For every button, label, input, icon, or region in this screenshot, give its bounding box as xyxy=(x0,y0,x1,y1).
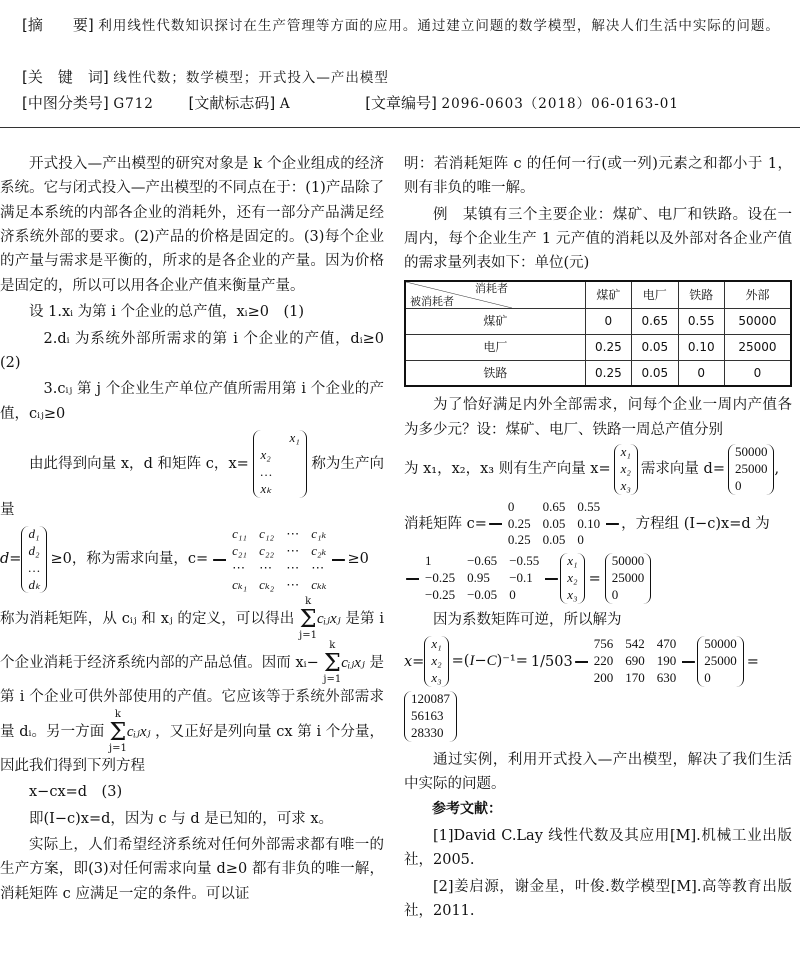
inverse-matrix: 756 542 470 220 690 190 200 170 630 xyxy=(575,636,696,687)
invertible-sentence: 因为系数矩阵可逆，所以解为 xyxy=(433,612,622,629)
row-name: 煤矿 xyxy=(405,308,585,334)
conclusion-paragraph: 通过实例，利用开式投入—产出模型，解决了我们生活中实际的问题。 xyxy=(404,751,792,793)
sum-operator: k Σ j=1 xyxy=(323,640,342,686)
clc-value: G712 xyxy=(113,96,154,112)
reference-item: [1]David C.Lay 线性代数及其应用[M].机械工业出版社，2005. xyxy=(404,827,792,869)
solution-result xyxy=(404,691,792,742)
header-divider xyxy=(0,127,800,128)
vector-x-intro: 由此得到向量 x，d 和矩阵 c，x= xyxy=(29,455,249,472)
solution-x-vector: x₁ x₂ x₃ xyxy=(424,636,448,687)
demand-vector-rhs: 50000 25000 0 xyxy=(605,553,652,604)
left-column xyxy=(0,152,399,908)
inverse-factor: 1/503 xyxy=(530,653,573,670)
solution-expression: x= x₁ x₂ x₃ =(I−C)⁻¹= 1/503 756 542 470 220 690 190 200 170 630 50000 25000 0 = xyxy=(404,636,759,686)
doc-code-value: A xyxy=(279,96,291,112)
consumption-text-c: 是第 i 个企业可供外部使用的产值。它应该等于系统外部需求量 dᵢ。另一方面 xyxy=(0,655,385,740)
vector-x-caption: 称为生产向量 xyxy=(0,455,385,518)
production-vector-intro: 为 x₁，x₂，x₃ 则有生产向量 x= xyxy=(404,461,611,478)
matrix-c-general: c₁₁ c₁₂ ⋯ c₁ₖ c₂₁ c₂₂ ⋯ c₂ₖ ⋯ ⋯ ⋯ ⋯ cₖ₁ cₖ₂ ⋯ cₖₖ xyxy=(213,526,345,594)
vector-x: x₁ x₂ … xₖ xyxy=(253,430,306,498)
doc-code-label: [文献标志码] xyxy=(188,94,276,112)
table-header: 电厂 xyxy=(632,281,678,309)
row-name: 铁路 xyxy=(405,360,585,386)
equation-system: 1 −0.65 −0.55 −0.25 0.95 −0.1 −0.25 −0.05 0 x₁ x₂ x₃ = 50000 25000 0 xyxy=(404,553,792,604)
table-cell: 0.55 xyxy=(678,308,724,334)
article-number-value: 2096-0603（2018）06-0163-01 xyxy=(441,96,679,112)
production-demand-line: 为 x₁，x₂，x₃ 则有生产向量 x= x₁ x₂ x₃ 需求向量 d= 50000 25000 0 , xyxy=(404,444,780,493)
right-column xyxy=(404,152,792,925)
sum-operator: k Σ j=1 xyxy=(108,708,127,754)
references-title: 参考文献： xyxy=(432,801,502,818)
abstract-label: [摘 要] xyxy=(22,16,94,34)
table-header: 煤矿 xyxy=(585,281,631,309)
corner-top-label: 消耗者 xyxy=(475,281,508,295)
consumption-table xyxy=(404,280,792,388)
demand-vector: 50000 25000 0 xyxy=(728,444,775,495)
table-cell: 0.10 xyxy=(678,334,724,360)
clc-label: [中图分类号] xyxy=(22,94,109,112)
equation-system-intro: ，方程组 (I−c)x=d 为 xyxy=(621,515,770,532)
right-paragraph-1: 明：若消耗矩阵 c 的任何一行(或一列)元素之和都小于 1，则有非负的唯一解。 xyxy=(404,156,792,197)
left-paragraph-3: 2.dᵢ 为系统外部所需求的第 i 个企业的产值，dᵢ≥0 (2) xyxy=(0,330,399,371)
left-paragraph-2: 设 1.xᵢ 为第 i 个企业的总产值，xᵢ≥0 (1) xyxy=(29,304,305,321)
table-cell: 0.05 xyxy=(632,334,678,360)
keywords-text: 线性代数；数学模型；开式投入—产出模型 xyxy=(113,70,389,86)
left-paragraph-consumption: 称为消耗矩阵，从 cᵢⱼ 和 xⱼ 的定义，可以得出 k Σ j=1 cᵢⱼxⱼ 是第 i 个企业消耗于经济系统内部的产品总值。因而 xᵢ− k Σ j=1 cᵢⱼxⱼ 是第 i 个企业可供外部使用的产值。它应该等于系统外部需求量 dᵢ。另一方面 k Σ j=1 cᵢⱼxⱼ ，又正好是列向量 cx 第 i 个分量，因此我们得到下列方程 xyxy=(0,596,385,774)
d-label: d= xyxy=(0,551,22,568)
table-cell: 50000 xyxy=(724,308,791,334)
unknown-vector: x₁ x₂ x₃ xyxy=(560,553,584,604)
demand-vector-intro: 需求向量 d= xyxy=(640,461,725,478)
table-row xyxy=(405,360,791,386)
reference-item: [2]姜启源，谢金星，叶俊.数学模型[M].高等教育出版社，2011. xyxy=(404,878,792,920)
consumption-matrix: 0 0.65 0.55 0.25 0.05 0.10 0.25 0.05 0 xyxy=(489,499,619,550)
article-header xyxy=(0,0,800,132)
left-paragraph-final: 实际上，人们希望经济系统对任何外部需求都有唯一的生产方案，即(3)对任何需求向量 d≥0 都有非负的唯一解，消耗矩阵 c 应满足一定的条件。可以证 xyxy=(0,836,384,902)
demand-vector-solution: 50000 25000 0 xyxy=(697,636,744,687)
demand-caption: ≥0，称为需求向量，c= xyxy=(50,551,209,568)
consumption-matrix-line xyxy=(404,499,792,550)
table-cell: 0 xyxy=(585,308,631,334)
sum-operator: k Σ j=1 xyxy=(299,596,318,642)
left-demand-and-consumption xyxy=(0,526,384,594)
right-paragraph-example: 例 某镇有三个主要企业：煤矿、电厂和铁路。设在一周内，每个企业生产 1 元产值的消耗以及外部对各企业产值的需求量列表如下：单位(元) xyxy=(404,206,792,272)
equation-3: x−cx=d (3) xyxy=(29,784,123,801)
solution-vector: 120087 56163 28330 xyxy=(404,691,457,742)
left-paragraph-solve: 即(I−c)x=d，因为 c 与 d 是已知的，可求 x。 xyxy=(29,810,334,827)
table-header: 铁路 xyxy=(678,281,724,309)
abstract-line xyxy=(22,14,788,37)
table-cell: 0.65 xyxy=(632,308,678,334)
table-row xyxy=(405,308,791,334)
consumption-matrix-intro: 消耗矩阵 c= xyxy=(404,515,487,532)
consumption-text-d: ，又正好是列向量 cx 第 i 个分量，因此我们得到下列方程 xyxy=(0,723,384,774)
article-number-label: [文章编号] xyxy=(365,94,437,112)
consumption-text-b: 是第 i 个企业消耗于经济系统内部的产品总值。因而 xᵢ− xyxy=(0,611,384,672)
vector-d: d₁ d₂ … dₖ xyxy=(21,526,47,594)
table-cell: 25000 xyxy=(724,334,791,360)
table-cell: 0.25 xyxy=(585,334,631,360)
table-cell: 0 xyxy=(724,360,791,386)
table-row xyxy=(405,334,791,360)
row-name: 电厂 xyxy=(405,334,585,360)
classification-line xyxy=(22,92,788,115)
consumption-tail: ≥0 xyxy=(347,551,369,568)
corner-bottom-label: 被消耗者 xyxy=(410,294,454,308)
production-vector: x₁ x₂ x₃ xyxy=(614,444,638,495)
consumption-text-a: 称为消耗矩阵，从 cᵢⱼ 和 xⱼ 的定义，可以得出 xyxy=(0,611,295,628)
i-minus-c-matrix: 1 −0.65 −0.55 −0.25 0.95 −0.1 −0.25 −0.05 0 xyxy=(406,553,558,604)
table-header: 外部 xyxy=(724,281,791,309)
table-corner xyxy=(405,281,585,309)
table-cell: 0 xyxy=(678,360,724,386)
left-paragraph-1: 开式投入—产出模型的研究对象是 k 个企业组成的经济系统。它与闭式投入—产出模型的不同点在于：(1)产品除了满足本系统的内部各企业的消耗外，还有一部分产品满足经济系统外部的要求。(2)产品的价格是固定的。(3)每个企业的产量与需求是平衡的，所求的是各企业的产量。因为价格是固定的，所以可以用各企业产值来衡量产量。 xyxy=(0,156,384,294)
table-cell: 0.05 xyxy=(632,360,678,386)
right-paragraph-question: 为了恰好满足内外全部需求，问每个企业一周内产值各为多少元？设：煤矿、电厂、铁路一周总产值分别 xyxy=(404,397,792,438)
abstract-text: 利用线性代数知识探讨在生产管理等方面的应用。通过建立问题的数学模型，解决人们生活中实际的问题。 xyxy=(98,18,780,34)
left-paragraph-vector-x xyxy=(0,430,384,522)
keywords-label: [关 键 词] xyxy=(22,68,109,86)
keywords-line xyxy=(22,66,788,89)
left-paragraph-4: 3.cᵢⱼ 第 j 个企业生产单位产值所需用第 i 个企业的产值，cᵢⱼ≥0 xyxy=(0,381,384,422)
table-cell: 0.25 xyxy=(585,360,631,386)
